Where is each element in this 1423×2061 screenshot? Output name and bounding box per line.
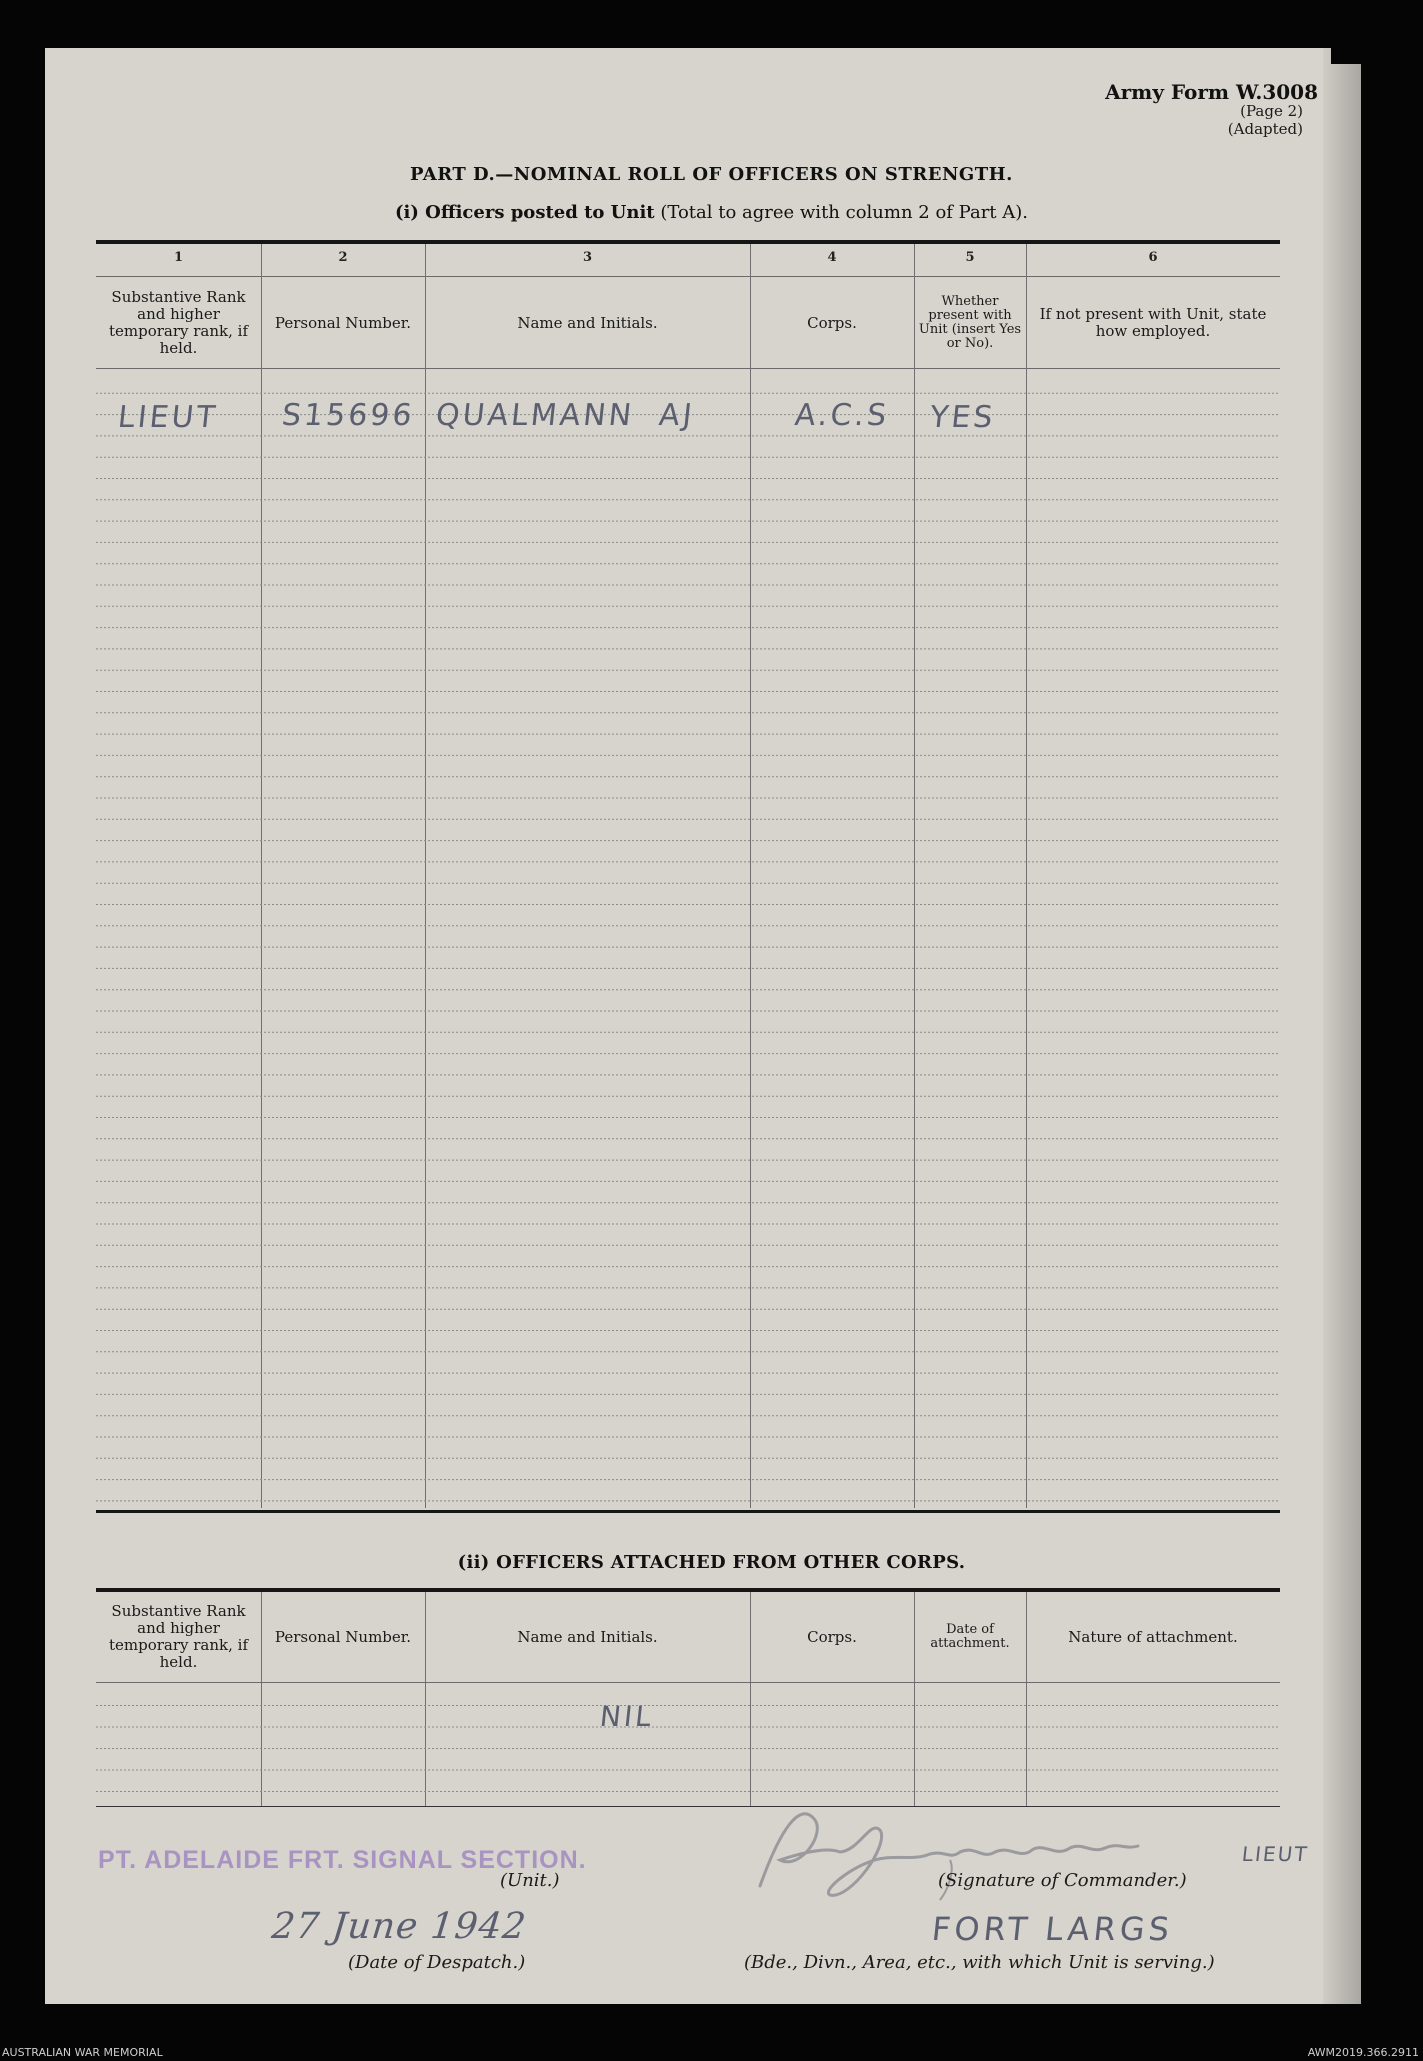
entry-nil: NIL (598, 1700, 656, 1733)
header-number-rule (96, 276, 1280, 277)
part-d-subtitle-rest: (Total to agree with column 2 of Part A). (654, 202, 1028, 223)
column-number: 1 (173, 250, 184, 265)
column-number: 4 (827, 250, 837, 265)
despatch-date: 27 June 1942 (269, 1906, 529, 1947)
signature-caption: (Signature of Commander.) (938, 1870, 1187, 1891)
table-top-rule (96, 240, 1280, 244)
adapted-label: (Adapted) (1227, 120, 1303, 138)
entry-rank: LIEUT (116, 400, 220, 435)
binder-tab (1331, 44, 1371, 64)
entry-corps: A.C.S (793, 398, 891, 433)
credit-left: AUSTRALIAN WAR MEMORIAL (2, 2046, 163, 2059)
header-employment: If not present with Unit, state how employed. (1039, 305, 1267, 340)
ruled-rows (96, 372, 1280, 1506)
header-nature-of-attachment: Nature of attachment. (1068, 1627, 1238, 1646)
column-number: 3 (582, 250, 593, 265)
part-ii-title: (ii) OFFICERS ATTACHED FROM OTHER CORPS. (457, 1552, 966, 1573)
column-number: 5 (965, 250, 975, 265)
column-number: 2 (338, 250, 348, 265)
header-personal-number: Personal Number. (274, 1627, 412, 1646)
header-rank: Substantive Rank and higher temporary rank, if held. (108, 288, 249, 357)
unit-stamp: PT. ADELAIDE FRT. SIGNAL SECTION. (98, 1846, 587, 1874)
entry-present: YES (928, 400, 998, 435)
unit-location: FORT LARGS (930, 1910, 1176, 1948)
commander-signature (720, 1790, 1240, 1910)
header-personal-number: Personal Number. (274, 313, 412, 332)
page-label: (Page 2) (1240, 102, 1303, 120)
column-number: 6 (1148, 250, 1158, 265)
entry-personal-number: S15696 (280, 398, 417, 433)
date-caption: (Date of Despatch.) (348, 1952, 526, 1973)
header-name: Name and Initials. (517, 313, 658, 332)
signature-rank: LIEUT (1240, 1842, 1310, 1866)
header-corps: Corps. (807, 313, 857, 332)
army-form-number: Army Form W.3008 (1105, 80, 1318, 104)
header-rank: Substantive Rank and higher temporary rank, if held. (108, 1602, 249, 1671)
part-d-bottom-rule (96, 1510, 1280, 1513)
header-bottom-rule (96, 368, 1280, 369)
header-date-of-attachment: Date of attachment. (930, 1622, 1010, 1651)
part-d-subtitle (0, 202, 1423, 223)
entry-name: QUALMANN AJ (434, 398, 697, 433)
part-ii-header-rule (96, 1682, 1280, 1683)
header-corps: Corps. (807, 1627, 857, 1646)
header-present: Whether present with Unit (insert Yes or No). (918, 294, 1022, 351)
part-d-subtitle-bold: (i) Officers posted to Unit (395, 202, 655, 223)
credit-right: AWM2019.366.2911 (1307, 2046, 1419, 2059)
header-name: Name and Initials. (517, 1627, 658, 1646)
location-caption: (Bde., Divn., Area, etc., with which Unit is serving.) (744, 1952, 1215, 1973)
paper-edge (1323, 48, 1361, 2004)
part-ii-top-rule (96, 1588, 1280, 1592)
unit-caption: (Unit.) (500, 1870, 560, 1891)
part-d-title: PART D.—NOMINAL ROLL OF OFFICERS ON STRENGTH. (410, 164, 1013, 185)
